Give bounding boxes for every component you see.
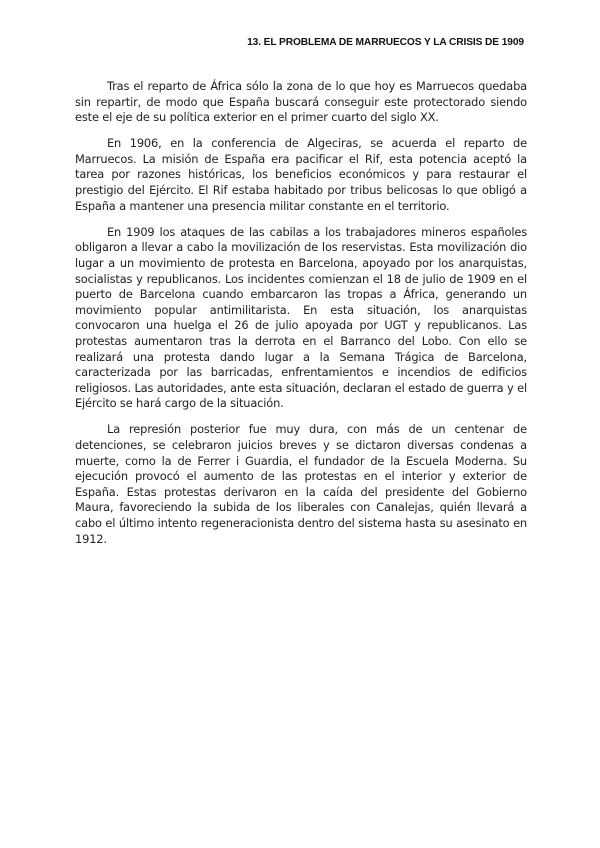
paragraph-2: En 1906, en la conferencia de Algeciras, se acuerda el reparto de Marruecos. La misión de España era pacificar el Rif, esta potencia aceptó la tarea por razones históricas, los beneficios económicos y para restaurar el prestigio del Ejército. El Rif estaba habitado por tribus belicosas lo que obligó a España a mantener una presencia militar constante en el territorio. xyxy=(75,136,527,213)
paragraph-4: La represión posterior fue muy dura, con más de un centenar de detenciones, se celebraron juicios breves y se dictaron diversas condenas a muerte, como la de Ferrer i Guardia, el fundador de la Escuela Moderna. Su ejecución provocó el aumento de las protestas en el interior y exterior de España. Estas protestas derivaron en la caída del presidente del Gobierno Maura, favoreciendo la subida de los liberales con Canalejas, quién llevará a cabo el último intento regeneracionista dentro del sistema hasta su asesinato en 1912. xyxy=(75,422,527,546)
page-header-title: 13. EL PROBLEMA DE MARRUECOS Y LA CRISIS DE 1909 xyxy=(247,37,524,48)
paragraph-3: En 1909 los ataques de las cabilas a los trabajadores mineros españoles obligaron a llevar a cabo la movilización de los reservistas. Esta movilización dio lugar a un movimiento de protesta en Barcelona, apoyado por los anarquistas, socialistas y republicanos. Los incidentes comienzan el 18 de julio de 1909 en el puerto de Barcelona cuando embarcaron las tropas a África, generando un movimiento popular antimilitarista. En esta situación, los anarquistas convocaron una huelga el 26 de julio apoyada por UGT y republicanos. Las protestas aumentaron tras la derrota en el Barranco del Lobo. Con ello se realizará una protesta dando lugar a la Semana Trágica de Barcelona, caracterizada por las barricadas, enfrentamientos e incendios de edificios religiosos. Las autoridades, ante esta situación, declaran el estado de guerra y el Ejército se hará cargo de la situación. xyxy=(75,224,527,411)
document-body xyxy=(75,79,527,558)
paragraph-1: Tras el reparto de África sólo la zona de lo que hoy es Marruecos quedaba sin repartir, de modo que España buscará conseguir este protectorado siendo este el eje de su política exterior en el primer cuarto del siglo XX. xyxy=(75,79,527,125)
